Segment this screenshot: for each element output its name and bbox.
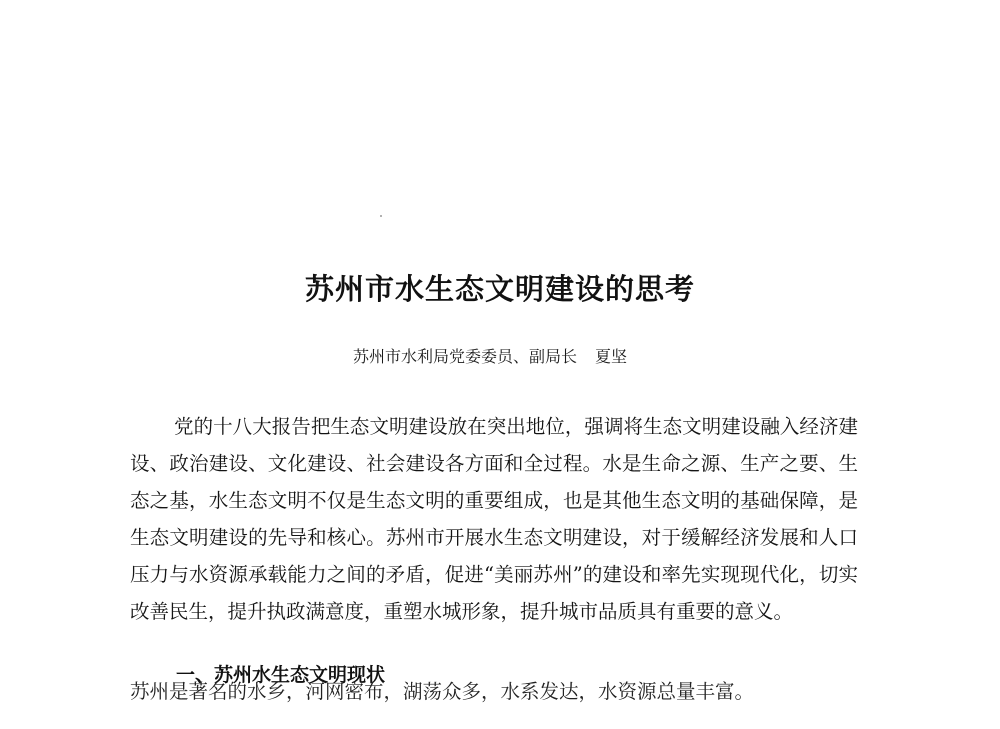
author-byline bbox=[0, 344, 980, 367]
author-name: 夏坚 bbox=[595, 347, 628, 366]
document-title: 苏州市水生态文明建设的思考 bbox=[304, 272, 695, 307]
author-position: 苏州市水利局党委委员、副局长 bbox=[352, 347, 577, 366]
section-heading: 一、苏州水生态文明现状 bbox=[176, 664, 386, 686]
cutoff-text: 苏州是著名的水乡，河网密布，湖荡众多，水系发达，水资源总量丰富。 bbox=[130, 680, 755, 703]
scan-speck bbox=[380, 215, 382, 217]
cutoff-text-line bbox=[130, 680, 858, 703]
body-paragraph bbox=[130, 408, 858, 630]
paragraph-text: 党的十八大报告把生态文明建设放在突出地位，强调将生态文明建设融入经济建设、政治建设、文化建设、社会建设各方面和全过程。水是生命之源、生产之要、生态之基，水生态文明不仅是生态文明的重要组成，也是其他生态文明的基础保障，是生态文明建设的先导和核心。苏州市开展水生态文明建设，对于缓解经济发展和人口压力与水资源承载能力之间的矛盾，促进“美丽苏州”的建设和率先实现现代化，切实改善民生，提升执政满意度，重塑水城形象，提升城市品质具有重要的意义。 bbox=[130, 415, 858, 623]
